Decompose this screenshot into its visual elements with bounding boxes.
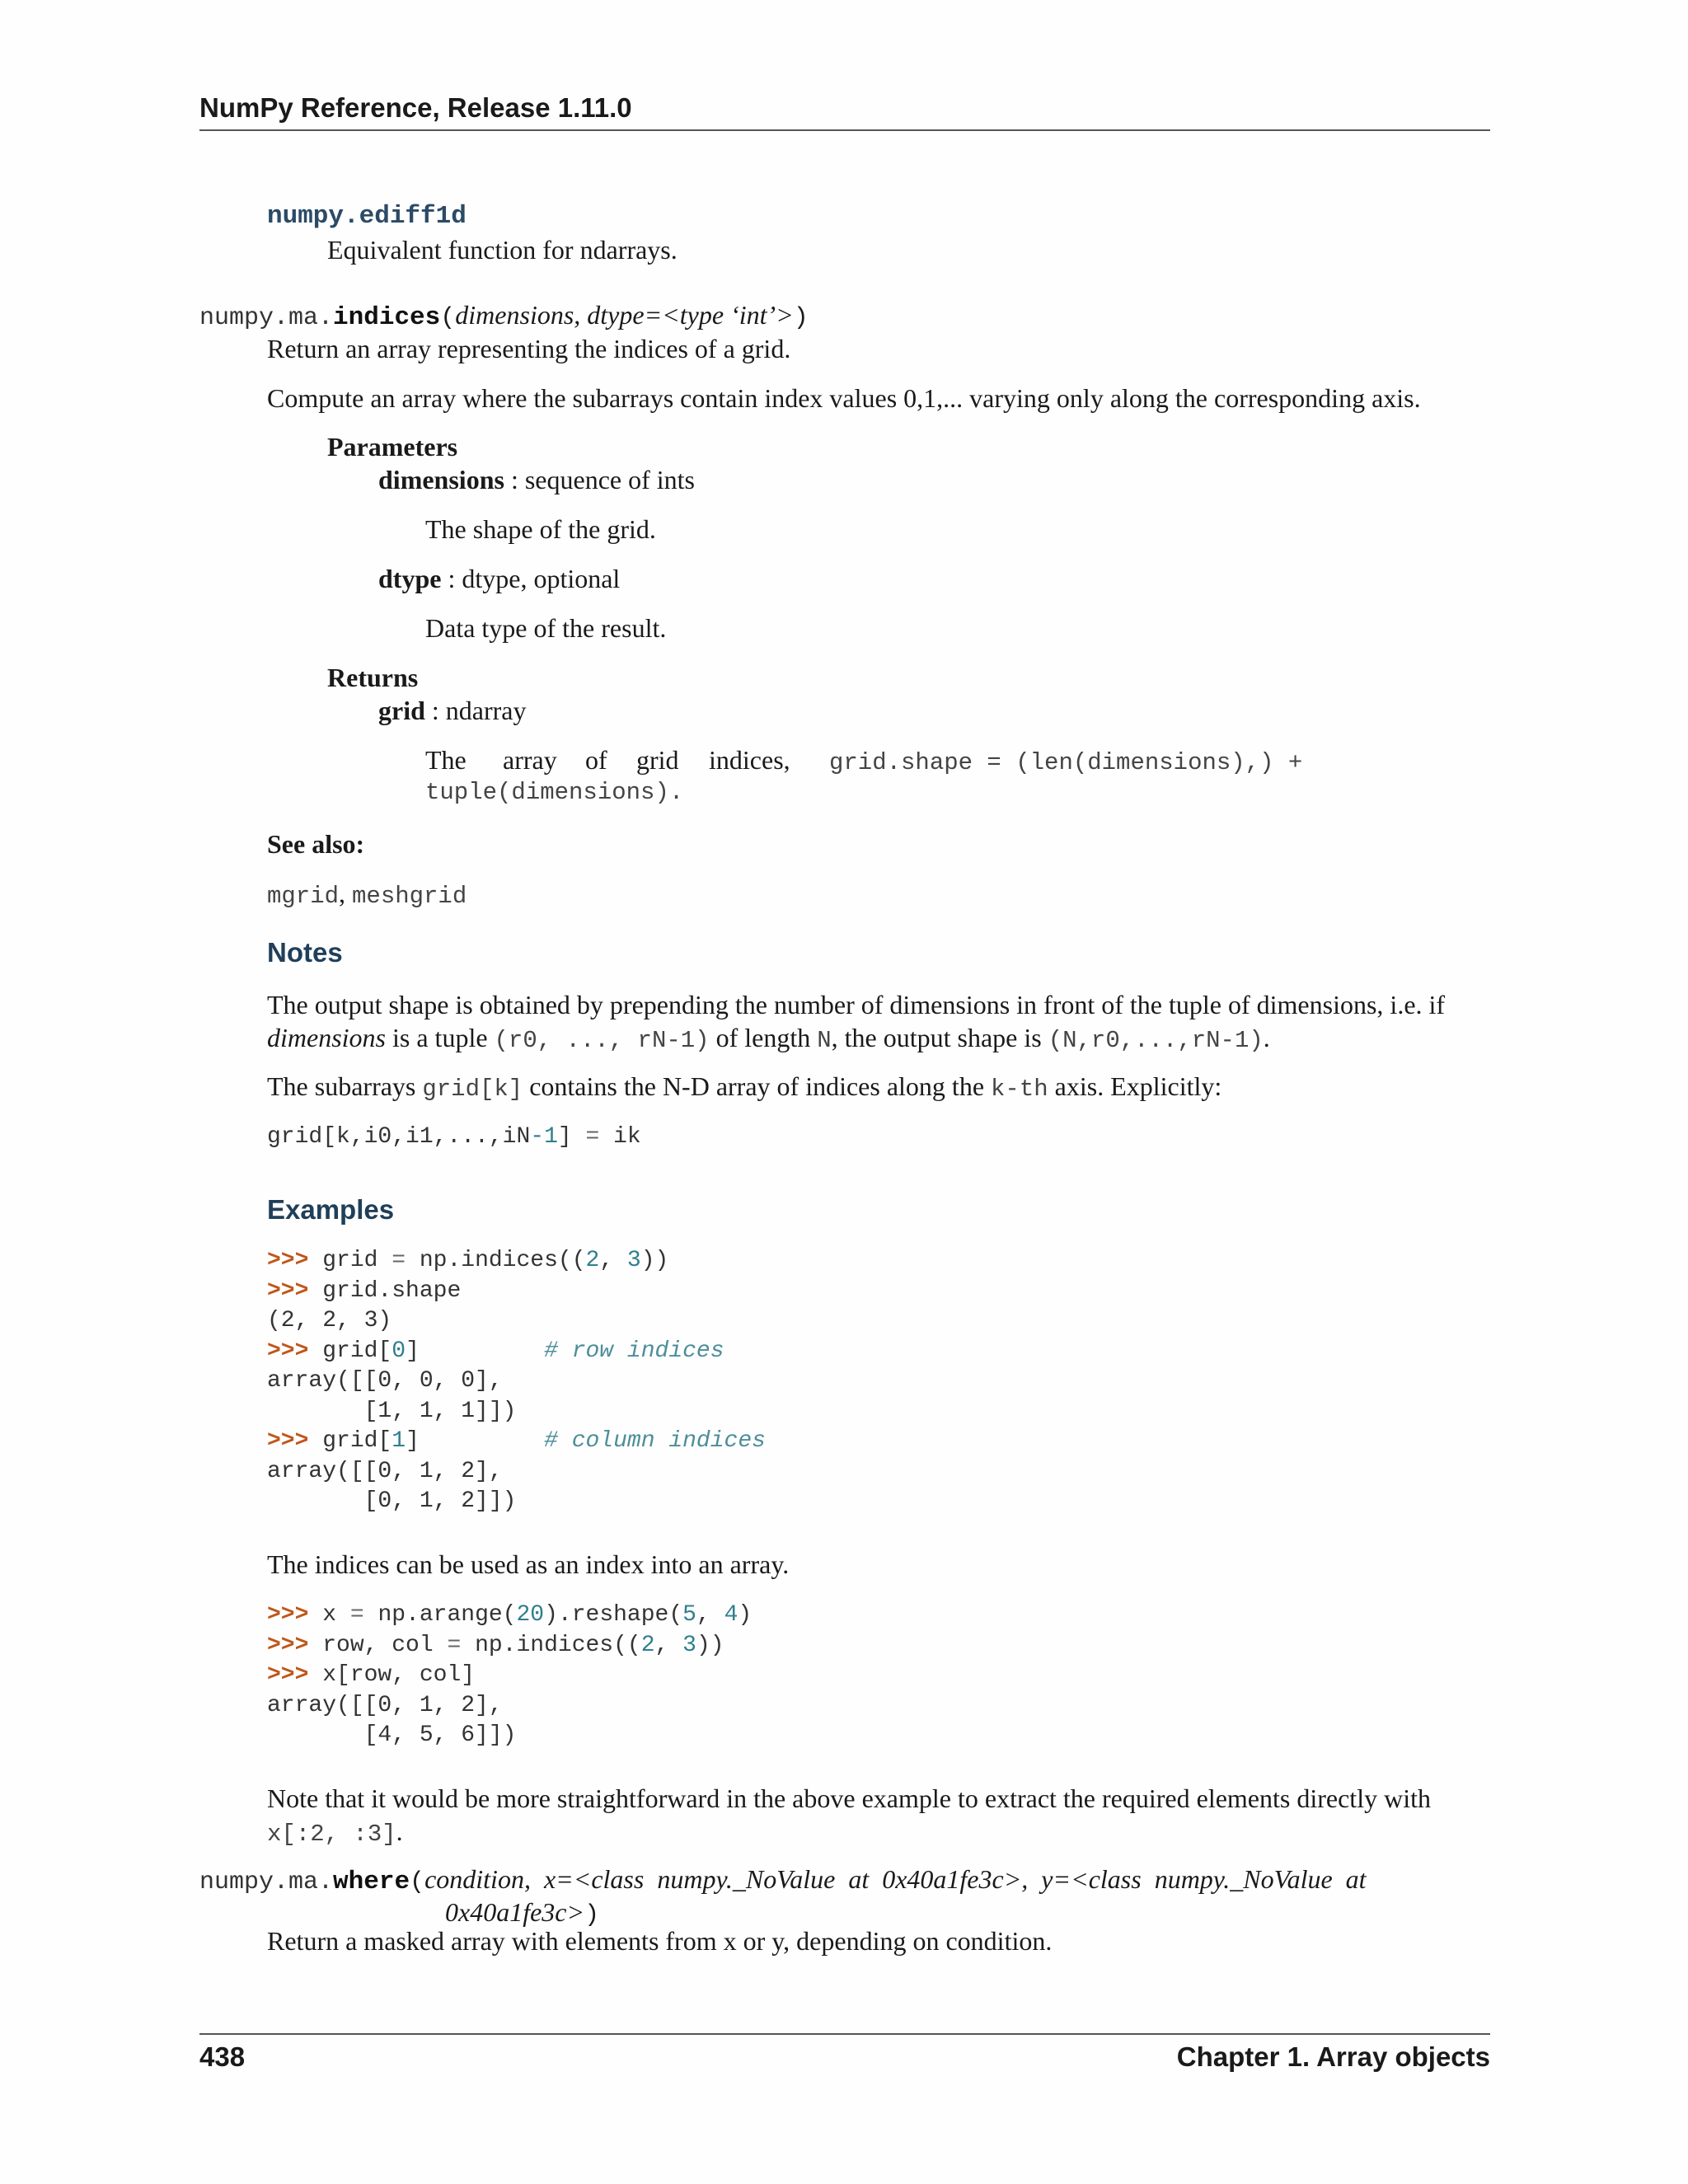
- code-number: 2: [640, 1632, 655, 1658]
- code-output: array([[0, 1, 2],: [267, 1458, 503, 1484]
- code-text: grid[: [308, 1338, 392, 1364]
- notes-text: .: [1263, 1023, 1270, 1052]
- code-number: 4: [724, 1602, 738, 1628]
- ret-word-1: The: [425, 745, 467, 775]
- example-code-block-1: [267, 1246, 766, 1517]
- examples-heading: Examples: [267, 1194, 395, 1225]
- chapter-title: Chapter 1. Array objects: [1176, 2041, 1490, 2072]
- examples-after-line2: [267, 1815, 403, 1851]
- formula-part: ik: [599, 1124, 641, 1150]
- code-text: row, col: [308, 1632, 448, 1658]
- notes-text: , the output shape is: [831, 1023, 1048, 1052]
- code-text: )): [640, 1248, 669, 1273]
- code-text: ): [738, 1602, 753, 1628]
- param-dtype-desc: Data type of the result.: [425, 613, 667, 643]
- code-text: np.arange(: [363, 1602, 517, 1628]
- param-dimensions-type: : sequence of ints: [504, 465, 695, 494]
- param-dtype-name: dtype: [378, 564, 442, 593]
- code-output: (2, 2, 3): [267, 1308, 392, 1333]
- return-grid-type: : ndarray: [424, 696, 527, 725]
- code-output: [1, 1, 1]]): [267, 1398, 517, 1424]
- page-header-title: NumPy Reference, Release 1.11.0: [199, 92, 632, 123]
- see-also-links: [267, 877, 467, 913]
- code-operator: =: [349, 1602, 364, 1628]
- notes-code-gridk: grid[k]: [422, 1076, 523, 1103]
- notes-text: of length: [709, 1023, 818, 1052]
- return-grid-desc-line2: tuple(dimensions).: [425, 779, 684, 806]
- formula-operator: =: [585, 1124, 600, 1150]
- see-also-mgrid-link[interactable]: mgrid: [267, 883, 340, 910]
- code-text: np.indices((: [406, 1248, 586, 1273]
- formula-part: ]: [557, 1124, 586, 1150]
- code-text: grid.shape: [308, 1277, 462, 1304]
- signature-name: indices: [333, 303, 441, 332]
- ret-word-5: indices,: [709, 745, 790, 775]
- code-text: np.indices((: [461, 1632, 641, 1658]
- notes-dimensions-italic: dimensions: [267, 1023, 386, 1052]
- where-signature-name: where: [333, 1868, 410, 1896]
- param-dtype-type: : dtype, optional: [441, 564, 621, 593]
- notes-text: contains the N-D array of indices along the: [523, 1071, 992, 1101]
- see-also-label: See also:: [267, 829, 365, 859]
- examples-between-text: The indices can be used as an index into an array.: [267, 1549, 790, 1579]
- indices-signature: [199, 300, 809, 332]
- code-comment: # column indices: [544, 1428, 766, 1454]
- param-dimensions-desc: The shape of the grid.: [425, 514, 656, 544]
- header-rule: [199, 129, 1490, 131]
- code-number: 0: [392, 1338, 406, 1364]
- code-text: )): [696, 1632, 724, 1658]
- code-number: 5: [682, 1602, 696, 1628]
- param-dtype: [378, 562, 620, 595]
- indices-description: Compute an array where the subarrays contain index values 0,1,... varying only along the corresponding axis.: [267, 383, 1421, 413]
- ediff1d-link[interactable]: numpy.ediff1d: [267, 202, 467, 231]
- where-signature-module: numpy.ma.: [199, 1868, 334, 1896]
- code-text: x[row, col]: [308, 1662, 476, 1688]
- code-output: array([[0, 0, 0],: [267, 1368, 503, 1394]
- where-signature-line1: [199, 1864, 1367, 1896]
- code-prompt: >>>: [267, 1632, 309, 1658]
- return-grid-name: grid: [378, 696, 425, 725]
- code-number: 1: [392, 1428, 406, 1454]
- signature-params: dimensions, dtype=<type ‘int’>: [455, 300, 794, 330]
- notes-text: is a tuple: [386, 1023, 495, 1052]
- examples-after-period: .: [396, 1816, 403, 1846]
- notes-paragraph-2: [267, 1070, 1221, 1106]
- notes-heading: Notes: [267, 937, 343, 968]
- code-prompt: >>>: [267, 1338, 309, 1364]
- code-text: ,: [696, 1602, 724, 1628]
- code-number: 3: [682, 1632, 696, 1658]
- example-code-block-2: [267, 1601, 752, 1751]
- code-text: x: [308, 1602, 350, 1628]
- notes-paragraph-1-line1: The output shape is obtained by prepending the number of dimensions in front of the tuple of dimensions, i.e. if: [267, 990, 1446, 1019]
- parameters-label: Parameters: [327, 432, 458, 462]
- notes-code-shape: (N,r0,...,rN-1): [1048, 1027, 1264, 1054]
- code-comment: # row indices: [544, 1338, 724, 1364]
- where-signature-params-1: condition, x=<class numpy._NoValue at 0x40a1fe3c>, y=<class numpy._NoValue at: [424, 1864, 1367, 1894]
- examples-after-line1: Note that it would be more straightforward in the above example to extract the required elements directly with: [267, 1783, 1431, 1813]
- code-prompt: >>>: [267, 1602, 309, 1628]
- code-text: ,: [599, 1248, 627, 1273]
- notes-paragraph-1-line2: [267, 1021, 1270, 1057]
- notes-formula: [267, 1124, 641, 1150]
- ret-word-2: array: [503, 745, 557, 775]
- where-signature-close-paren: ): [584, 1901, 600, 1929]
- signature-open-paren: (: [440, 304, 456, 332]
- code-number: 20: [516, 1602, 545, 1628]
- code-output: [4, 5, 6]]): [267, 1722, 517, 1748]
- code-output: array([[0, 1, 2],: [267, 1692, 503, 1718]
- param-dimensions: [378, 463, 695, 496]
- code-text: ]: [406, 1338, 545, 1364]
- where-signature-open-paren: (: [410, 1868, 425, 1896]
- code-text: grid: [308, 1248, 392, 1273]
- signature-close-paren: ): [793, 304, 809, 332]
- code-prompt: >>>: [267, 1248, 309, 1273]
- ret-code-1: grid.shape = (len(dimensions),) +: [829, 749, 1303, 776]
- code-text: ,: [654, 1632, 683, 1658]
- see-also-meshgrid-link[interactable]: meshgrid: [352, 883, 467, 910]
- code-number: 2: [585, 1248, 600, 1273]
- code-number: 3: [626, 1248, 641, 1273]
- ediff1d-description: Equivalent function for ndarrays.: [327, 235, 678, 265]
- returns-label: Returns: [327, 663, 419, 692]
- code-text: ]: [406, 1428, 545, 1454]
- return-grid: [378, 694, 527, 727]
- where-signature-params-2: 0x40a1fe3c>: [445, 1897, 585, 1927]
- see-also-separator: ,: [339, 879, 353, 908]
- param-dimensions-name: dimensions: [378, 465, 504, 494]
- code-text: ).reshape(: [544, 1602, 683, 1628]
- formula-number: -1: [530, 1124, 558, 1150]
- notes-code-tuple: (r0, ..., rN-1): [494, 1027, 710, 1054]
- signature-module: numpy.ma.: [199, 304, 334, 332]
- code-prompt: >>>: [267, 1662, 309, 1688]
- examples-after-code: x[:2, :3]: [267, 1821, 396, 1848]
- code-operator: =: [392, 1248, 406, 1273]
- notes-code-n: N: [817, 1027, 832, 1054]
- code-prompt: >>>: [267, 1277, 309, 1304]
- code-text: grid[: [308, 1428, 392, 1454]
- code-output: [0, 1, 2]]): [267, 1488, 517, 1514]
- indices-summary: Return an array representing the indices of a grid.: [267, 334, 791, 363]
- ret-word-4: grid: [636, 745, 679, 775]
- notes-code-kth: k-th: [991, 1076, 1048, 1103]
- formula-part: grid[k,i0,i1,...,iN: [267, 1124, 531, 1150]
- where-summary: Return a masked array with elements from x or y, depending on condition.: [267, 1926, 1053, 1956]
- code-prompt: >>>: [267, 1428, 309, 1454]
- ret-word-3: of: [585, 745, 607, 775]
- page-number: 438: [199, 2041, 246, 2072]
- return-grid-desc-line1: [425, 743, 1302, 780]
- notes-text: The subarrays: [267, 1071, 423, 1101]
- notes-text: axis. Explicitly:: [1048, 1071, 1222, 1101]
- footer-rule: [199, 2033, 1490, 2035]
- code-operator: =: [447, 1632, 462, 1658]
